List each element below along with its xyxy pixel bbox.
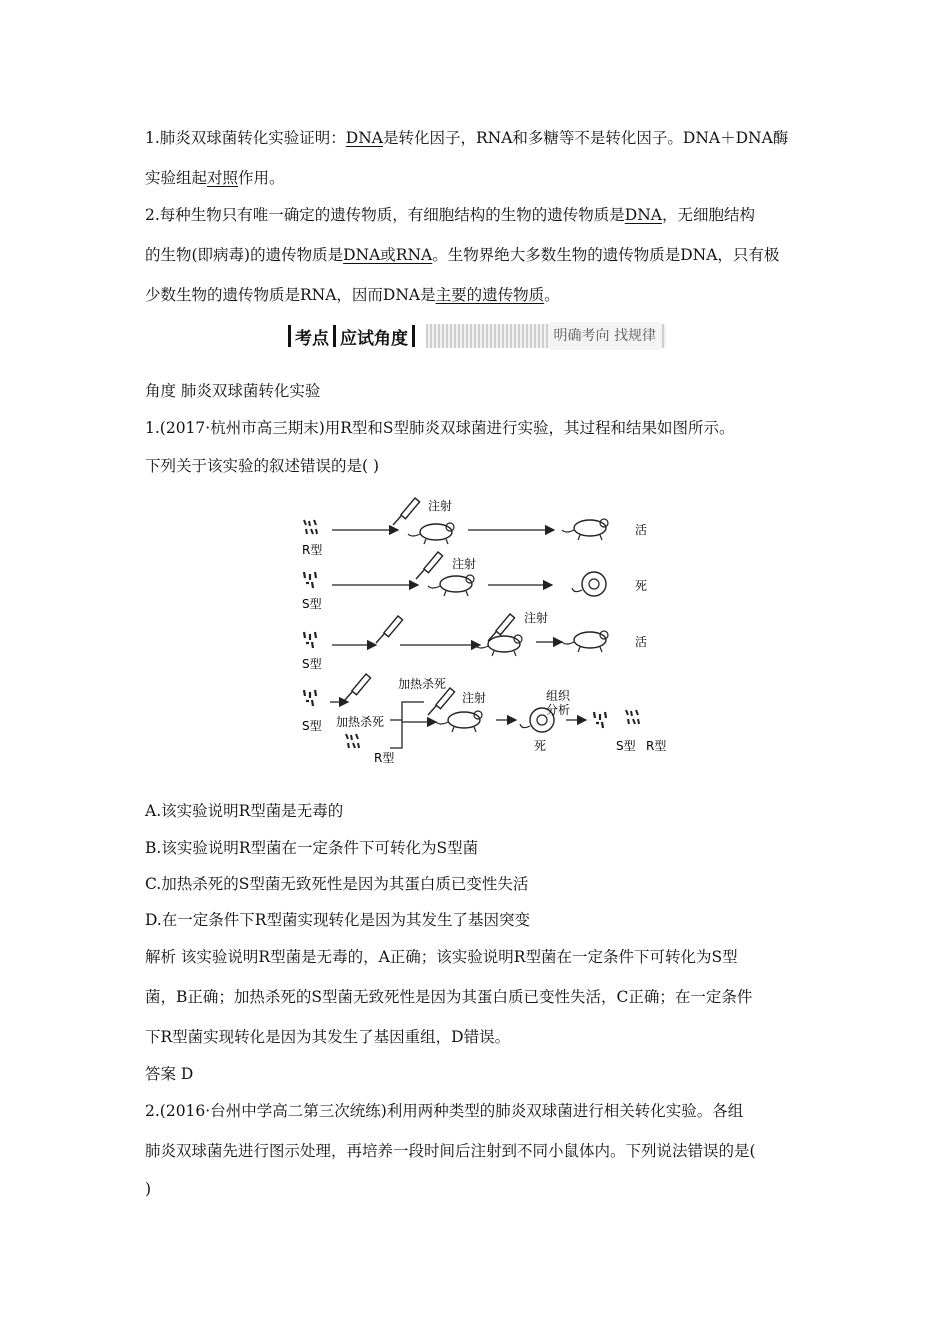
analysis-line: 菌，B正确；加热杀死的S型菌无致死性是因为其蛋白质已变性失活，C正确；在一定条件 xyxy=(145,988,753,1006)
summary-line: 1.肺炎双球菌转化实验证明：DNA是转化因子，RNA和多糖等不是转化因子。DNA＋DNA酶 xyxy=(145,129,789,147)
fig-label-inject: 注射 xyxy=(428,499,453,513)
fig-label-r-type: R型 xyxy=(302,543,323,557)
banner-label-2: 应试角度 xyxy=(340,328,408,349)
q1-stem: 1.(2017·杭州市高三期末)用R型和S型肺炎双球菌进行实验，其过程和结果如图所示。 xyxy=(145,419,735,437)
option-b: B.该实验说明R型菌在一定条件下可转化为S型菌 xyxy=(145,839,479,857)
option-a: A.该实验说明R型菌是无毒的 xyxy=(145,802,344,820)
fig-label-heat-killed: 加热杀死 xyxy=(398,677,447,691)
experiment-figure xyxy=(290,490,667,770)
banner-subtitle: 明确考向 找规律 xyxy=(550,322,660,350)
summary-line: 2.每种生物只有唯一确定的遗传物质，有细胞结构的生物的遗传物质是DNA，无细胞结构 xyxy=(145,206,755,224)
q2-stem: 2.(2016·台州中学高二第三次统练)利用两种类型的肺炎双球菌进行相关转化实验。各组 xyxy=(145,1102,744,1120)
q1-stem: 下列关于该实验的叙述错误的是( ) xyxy=(145,457,380,475)
analysis-line: 下R型菌实现转化是因为其发生了基因重组，D错误。 xyxy=(145,1028,511,1046)
fig-label-inject: 注射 xyxy=(452,557,477,571)
fig-label-r-type: R型 xyxy=(374,751,395,765)
fig-label-inject: 注射 xyxy=(462,691,487,705)
option-d: D.在一定条件下R型菌实现转化是因为其发生了基因突变 xyxy=(145,911,530,929)
option-c: C.加热杀死的S型菌无致死性是因为其蛋白质已变性失活 xyxy=(145,875,529,893)
section-banner xyxy=(284,322,666,350)
fig-label-alive: 活 xyxy=(635,635,648,649)
angle-title: 角度 肺炎双球菌转化实验 xyxy=(145,382,321,400)
fig-label-alive: 活 xyxy=(635,523,648,537)
fig-label-r-type-result: R型 xyxy=(646,739,667,753)
fig-label-s-type: S型 xyxy=(302,719,322,733)
summary-line: 的生物(即病毒)的遗传物质是DNA或RNA。生物界绝大多数生物的遗传物质是DNA，只有极 xyxy=(145,246,780,264)
banner-tag xyxy=(284,322,419,350)
q2-stem: 肺炎双球菌先进行图示处理，再培养一段时间后注射到不同小鼠体内。下列说法错误的是( xyxy=(145,1142,756,1160)
fig-label-s-type: S型 xyxy=(302,597,322,611)
fig-label-tissue: 组织 xyxy=(546,689,571,703)
summary-line: 实验组起对照作用。 xyxy=(145,169,285,187)
summary-line: 少数生物的遗传物质是RNA，因而DNA是主要的遗传物质。 xyxy=(145,286,560,304)
fig-label-analysis: 分析 xyxy=(546,703,571,717)
fig-label-heat-killed: 加热杀死 xyxy=(336,715,385,729)
q2-stem: ) xyxy=(145,1180,152,1198)
fig-label-s-type-result: S型 xyxy=(616,739,636,753)
fig-label-s-type: S型 xyxy=(302,657,322,671)
banner-label-1: 考点 xyxy=(295,328,329,349)
analysis-line: 解析 该实验说明R型菌是无毒的，A正确；该实验说明R型菌在一定条件下可转化为S型 xyxy=(145,948,738,966)
fig-label-dead: 死 xyxy=(534,739,547,753)
fig-label-dead: 死 xyxy=(635,579,648,593)
fig-label-inject: 注射 xyxy=(524,611,549,625)
answer: 答案 D xyxy=(145,1065,194,1083)
